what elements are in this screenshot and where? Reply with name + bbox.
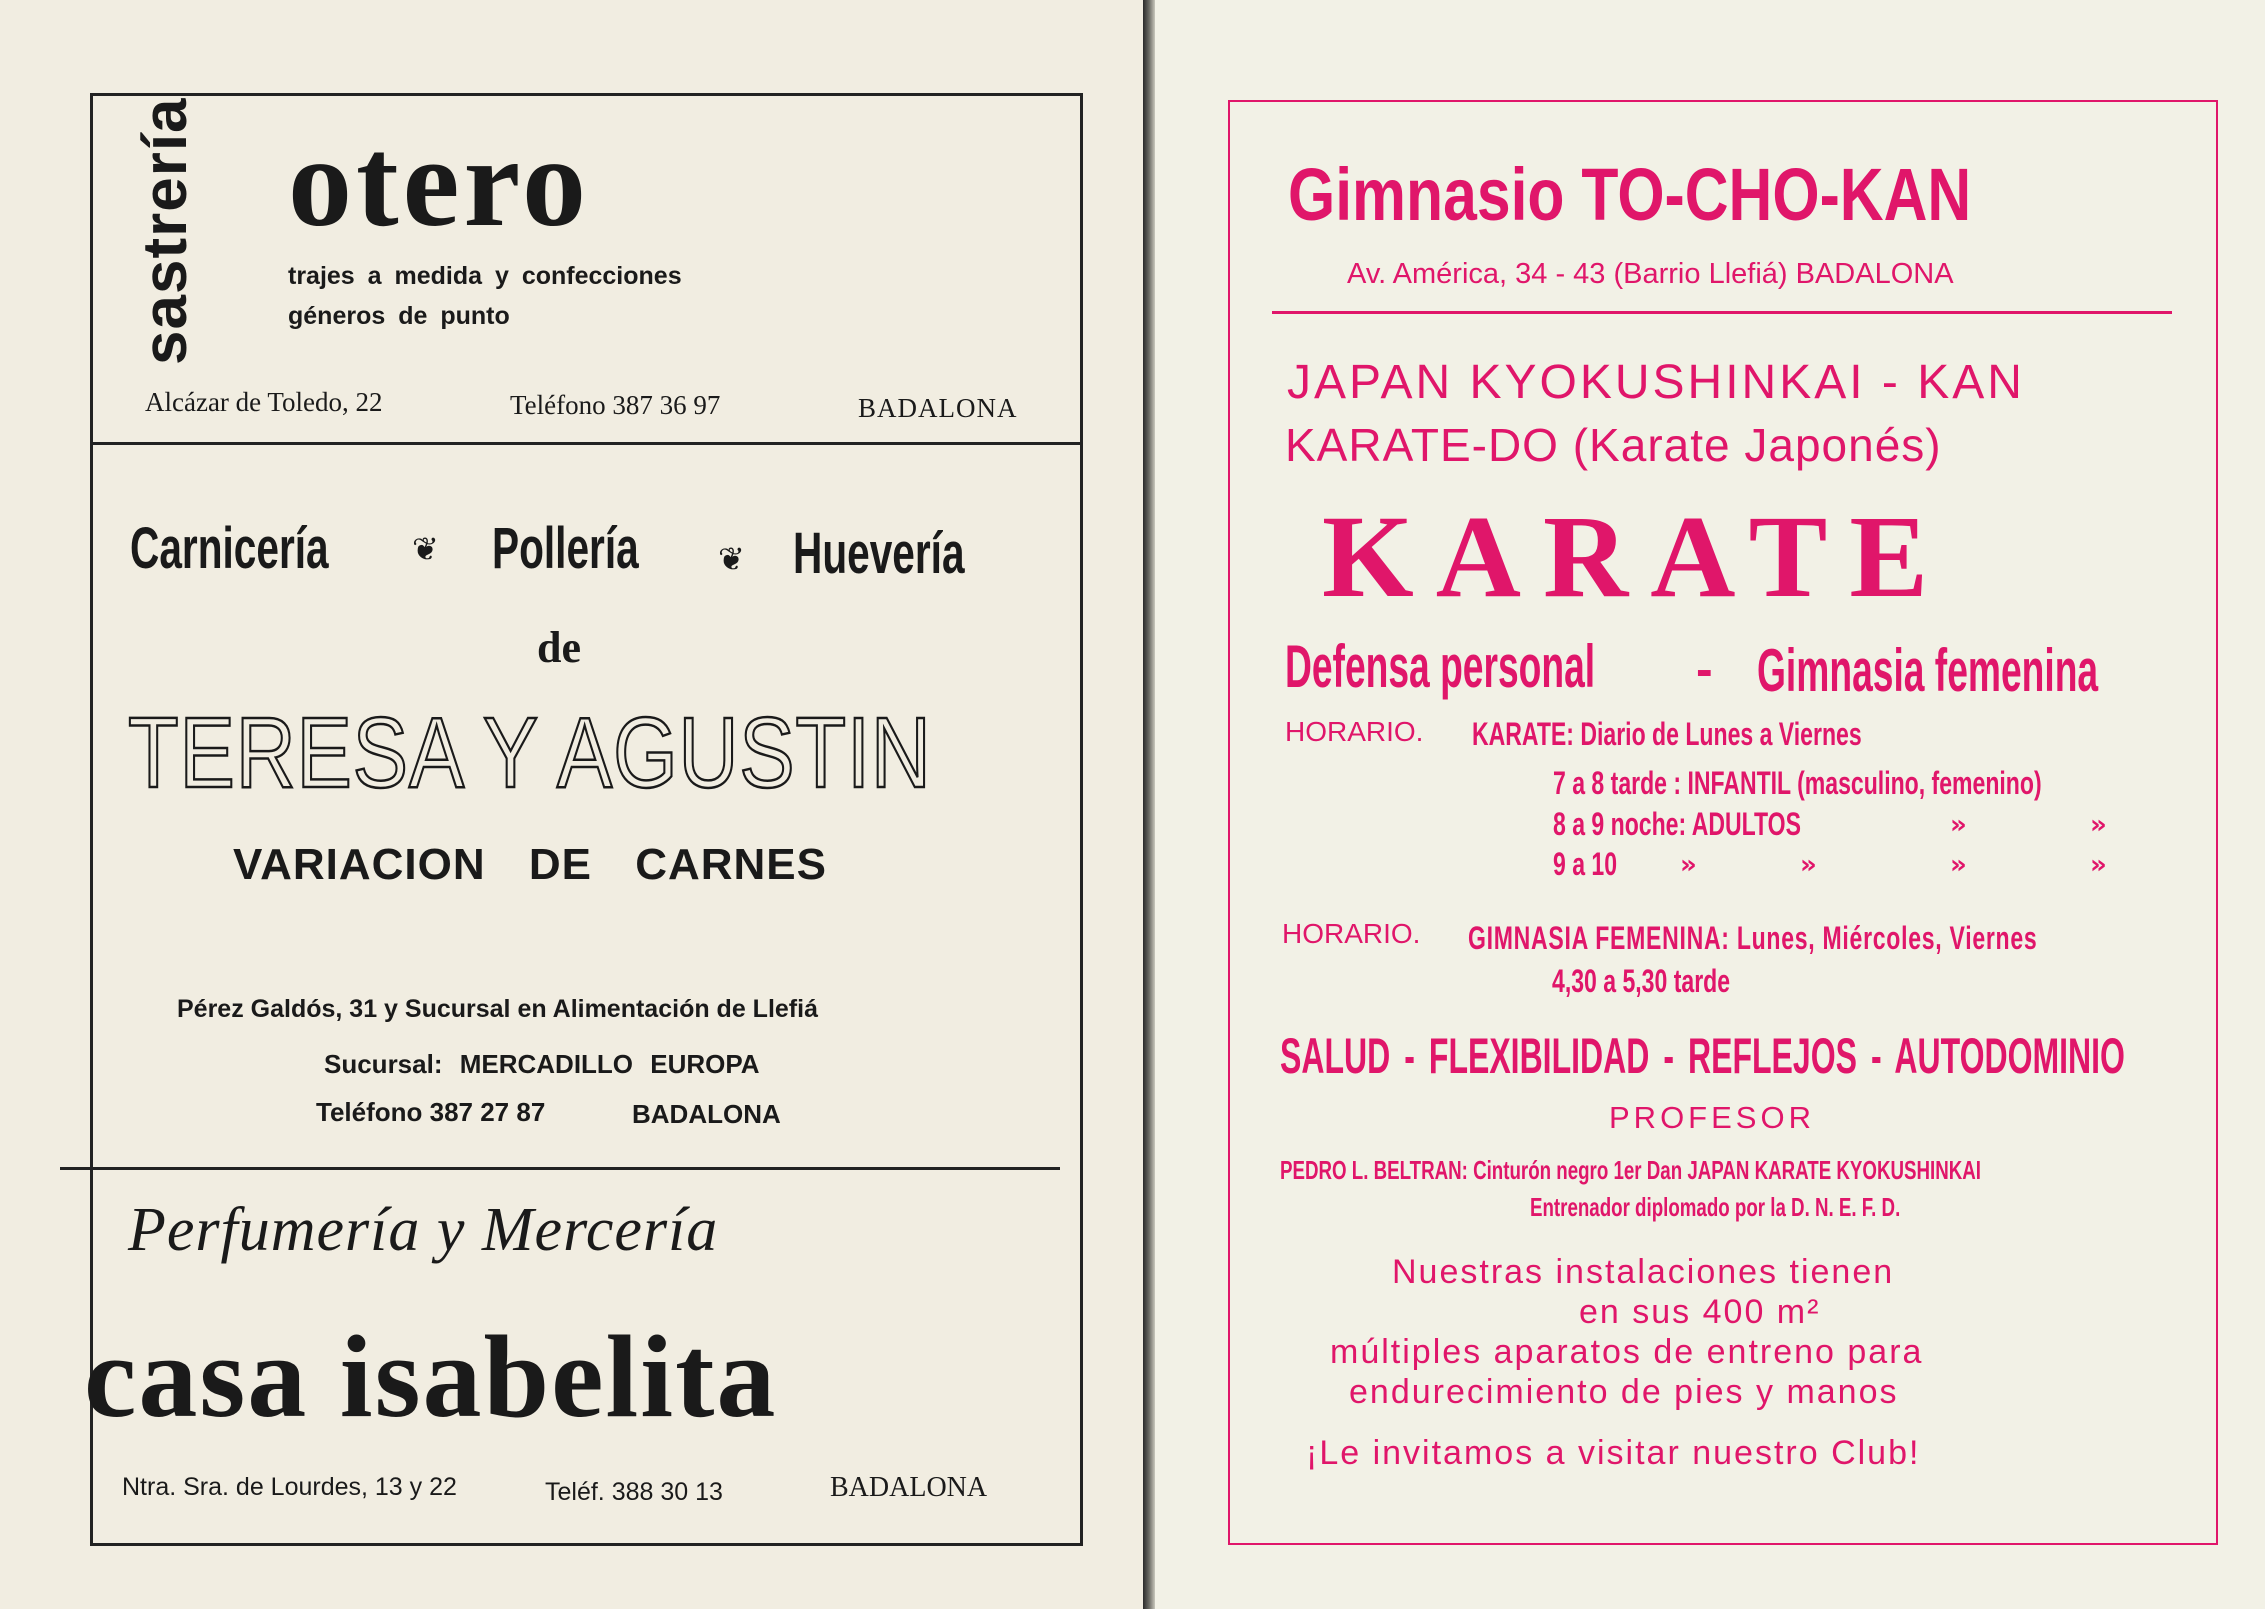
- horario-2-label: HORARIO.: [1282, 918, 1421, 949]
- gimnasio-address: Av. América, 34 - 43 (Barrio Llefiá) BADALONA: [1347, 258, 1954, 290]
- profesor-line-2: Entrenador diplomado por la D. N. E. F. D.: [1530, 1192, 1901, 1222]
- ditto-mark: »: [1800, 850, 1817, 880]
- otero-address: Alcázar de Toledo, 22: [145, 387, 383, 417]
- flourish-icon: ❦: [412, 530, 439, 568]
- otero-tagline-2: géneros de punto: [288, 302, 510, 330]
- ditto-mark: »: [1950, 850, 1967, 880]
- gimnasio-sub-right: Gimnasia femenina: [1757, 637, 2099, 704]
- schedule-row-infantil: 7 a 8 tarde : INFANTIL (masculino, femenino): [1553, 765, 2042, 801]
- profesor-label: PROFESOR: [1609, 1100, 1815, 1135]
- carniceria-phone: Teléfono 387 27 87: [316, 1097, 546, 1127]
- promo-line-3: múltiples aparatos de entreno para: [1330, 1333, 1924, 1371]
- gimnasio-divider: [1272, 311, 2172, 314]
- invite-line: ¡Le invitamos a visitar nuestro Club!: [1306, 1434, 1921, 1472]
- carniceria-headline-1: Carnicería: [130, 516, 329, 581]
- divider-carniceria: [60, 1167, 1060, 1170]
- promo-line-2: en sus 400 m²: [1579, 1293, 1821, 1331]
- carniceria-owners: TERESA Y AGUSTIN: [128, 697, 932, 809]
- schedule-row-adultos: 8 a 9 noche: ADULTOS: [1553, 806, 1801, 842]
- otero-tagline-1: trajes a medida y confecciones: [288, 262, 682, 290]
- otero-city: BADALONA: [858, 393, 1018, 423]
- isabelita-script-title: Perfumería y Mercería: [128, 1196, 719, 1264]
- carniceria-headline-3: Huevería: [793, 521, 965, 586]
- divider-otero: [90, 442, 1083, 445]
- isabelita-phone: Teléf. 388 30 13: [545, 1478, 723, 1506]
- carniceria-city: BADALONA: [632, 1099, 781, 1129]
- ditto-mark: »: [2090, 810, 2107, 840]
- isabelita-address: Ntra. Sra. de Lourdes, 13 y 22: [122, 1473, 457, 1501]
- gimnasia-time: 4,30 a 5,30 tarde: [1552, 963, 1731, 999]
- schedule-row-late: 9 a 10: [1553, 846, 1618, 882]
- horario-label: HORARIO.: [1285, 716, 1424, 747]
- isabelita-city: BADALONA: [830, 1472, 988, 1503]
- gimnasia-schedule: GIMNASIA FEMENINA: Lunes, Miércoles, Viernes: [1468, 920, 2038, 956]
- gimnasio-style-1: JAPAN KYOKUSHINKAI - KAN: [1287, 356, 2025, 409]
- ditto-mark: »: [1950, 810, 1967, 840]
- otero-phone: Teléfono 387 36 97: [510, 390, 721, 420]
- otero-vertical-brand: sastrería: [131, 97, 200, 365]
- carniceria-slogan: VARIACION DE CARNES: [233, 840, 828, 889]
- gimnasio-sub-dash: -: [1696, 641, 1713, 697]
- otero-name: otero: [288, 111, 590, 253]
- ditto-mark: »: [1680, 850, 1697, 880]
- ditto-mark: »: [2090, 850, 2107, 880]
- promo-line-4: endurecimiento de pies y manos: [1349, 1373, 1899, 1411]
- profesor-line: PEDRO L. BELTRAN: Cinturón negro 1er Dan JAPAN KARATE KYOKUSHINKAI: [1280, 1155, 1981, 1185]
- book-spine: [1143, 0, 1155, 1609]
- isabelita-name: casa isabelita: [84, 1311, 778, 1442]
- karate-schedule: KARATE: Diario de Lunes a Viernes: [1472, 716, 1862, 752]
- gimnasio-sub-left: Defensa personal: [1285, 633, 1596, 700]
- promo-line-1: Nuestras instalaciones tienen: [1392, 1253, 1895, 1291]
- gimnasio-values: SALUD - FLEXIBILIDAD - REFLEJOS - AUTODOMINIO: [1280, 1028, 2125, 1084]
- carniceria-de: de: [537, 623, 581, 672]
- carniceria-headline-2: Pollería: [492, 516, 639, 581]
- gimnasio-style-2: KARATE-DO (Karate Japonés): [1285, 419, 1942, 471]
- carniceria-address: Pérez Galdós, 31 y Sucursal en Alimentación de Llefiá: [177, 995, 818, 1023]
- gimnasio-title: Gimnasio TO-CHO-KAN: [1288, 153, 1972, 236]
- gimnasio-karate-big: KARATE: [1322, 491, 1951, 622]
- flourish-icon: ❦: [718, 540, 745, 578]
- carniceria-branch: Sucursal: MERCADILLO EUROPA: [324, 1049, 760, 1079]
